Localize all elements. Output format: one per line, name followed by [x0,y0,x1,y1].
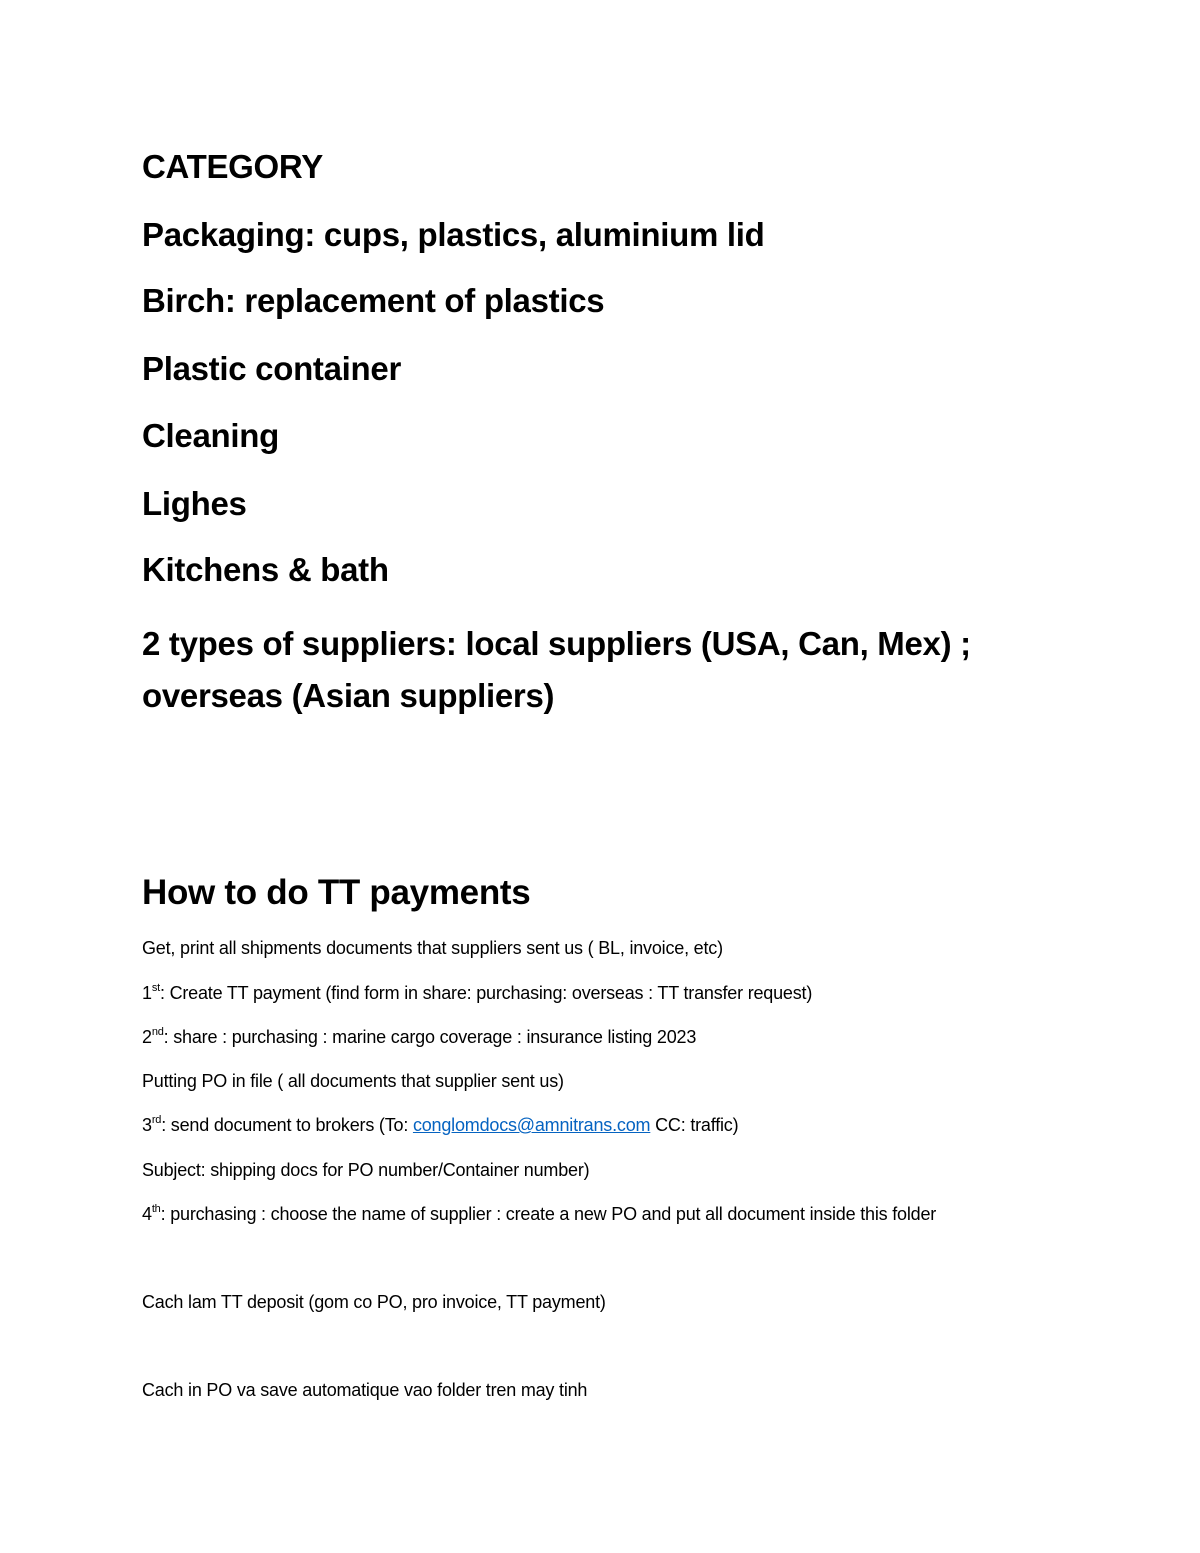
step-3-number: 3 [142,1115,152,1135]
category-item-cleaning: Cleaning [142,417,279,454]
step-3-text-after: CC: traffic) [650,1115,739,1135]
category-item-kitchens-bath: Kitchens & bath [142,551,389,588]
suppliers-line-1: 2 types of suppliers: local suppliers (USA, Can, Mex) ; [142,625,971,662]
tt-deposit: Cach lam TT deposit (gom co PO, pro invoice, TT payment) [142,1292,606,1312]
tt-step-4 [142,1202,936,1226]
step-4-number: 4 [142,1204,152,1224]
step-4-text: : purchasing : choose the name of supplier : create a new PO and put all document inside this folder [160,1204,937,1224]
tt-putting-po: Putting PO in file ( all documents that supplier sent us) [142,1071,564,1091]
category-item-packaging: Packaging: cups, plastics, aluminium lid [142,216,765,253]
tt-intro: Get, print all shipments documents that suppliers sent us ( BL, invoice, etc) [142,938,723,958]
tt-step-2 [142,1025,696,1049]
step-2-suffix: nd [151,1026,164,1038]
step-1-suffix: st [151,982,160,994]
document-page [142,0,1102,1553]
category-item-lighes: Lighes [142,485,247,522]
step-3-suffix: rd [151,1114,162,1126]
tt-step-3 [142,1113,738,1137]
step-3-text-before: : send document to brokers (To: [161,1115,413,1135]
category-heading: CATEGORY [142,148,323,185]
broker-email-link[interactable]: conglomdocs@amnitrans.com [412,1115,651,1135]
tt-print-po: Cach in PO va save automatique vao folder tren may tinh [142,1380,588,1400]
tt-subject: Subject: shipping docs for PO number/Container number) [142,1160,590,1180]
category-item-birch: Birch: replacement of plastics [142,282,605,319]
step-1-number: 1 [142,983,152,1003]
step-4-suffix: th [151,1203,161,1215]
category-item-plastic-container: Plastic container [142,350,401,387]
step-1-text: : Create TT payment (find form in share: purchasing: overseas : TT transfer request) [159,983,813,1003]
tt-step-1 [142,981,812,1005]
step-2-text: : share : purchasing : marine cargo coverage : insurance listing 2023 [163,1027,697,1047]
suppliers-paragraph [142,618,971,722]
step-2-number: 2 [142,1027,152,1047]
suppliers-line-2: overseas (Asian suppliers) [142,677,555,714]
tt-payments-title: How to do TT payments [142,873,531,912]
